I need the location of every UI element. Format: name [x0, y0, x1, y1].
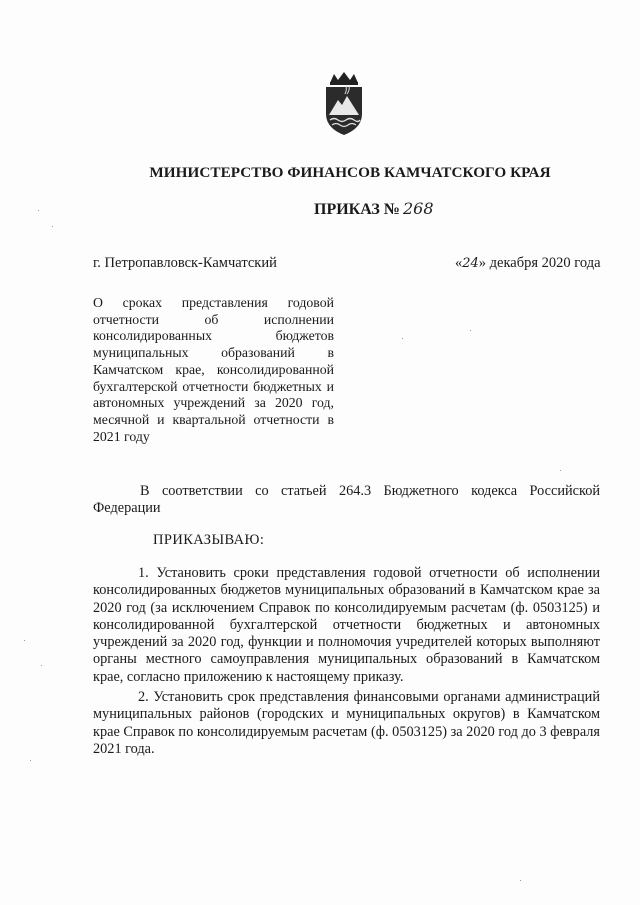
city-name: г. Петропавловск-Камчатский	[93, 255, 277, 271]
scan-speck	[560, 470, 561, 471]
scan-speck	[38, 210, 39, 211]
kamchatka-coat-of-arms-icon	[320, 70, 368, 138]
scan-speck	[520, 880, 521, 881]
order-item-2: 2. Установить срок представления финансовыми органами администраций муниципальных районов (городских и муниципальных округов) в Камчатском крае Справок по консолидируемым расчетам (ф. 0503125) за 2020 год до 3 февраля 2021 года.	[93, 689, 600, 757]
scan-speck	[470, 330, 471, 331]
order-title	[314, 199, 434, 219]
scan-speck	[24, 640, 25, 641]
date-open-quote: «	[455, 255, 463, 271]
date-rest: » декабря 2020 года	[478, 255, 601, 271]
scan-speck	[30, 760, 31, 761]
order-subject: О сроках представления годовой отчетности об исполнении консолидированных бюджетов муниципальных образований в Камчатском крае, консолидированной бухгалтерской отчетности бюджетных и автономных учреждений за 2020 год, месячной и квартальной отчетности в 2021 году	[93, 295, 334, 444]
legal-basis: В соответствии со статьей 264.3 Бюджетного кодекса Российской Федерации	[93, 483, 600, 516]
command-heading: ПРИКАЗЫВАЮ:	[153, 532, 265, 548]
order-date	[455, 255, 601, 272]
date-day: 24	[462, 256, 479, 271]
order-label: ПРИКАЗ №	[314, 201, 400, 218]
scan-speck	[402, 338, 403, 339]
scan-speck	[52, 226, 53, 227]
scan-speck	[41, 665, 42, 666]
ministry-title: МИНИСТЕРСТВО ФИНАНСОВ КАМЧАТСКОГО КРАЯ	[149, 164, 551, 181]
order-number: 268	[402, 199, 434, 218]
order-item-1: 1. Установить сроки представления годовой отчетности об исполнении консолидированных бюджетов муниципальных образований в Камчатском крае за 2020 год (за исключением Справок по консолидируемым расчетам (ф. 0503125) и консолидированной бухгалтерской отчетности бюджетных и автономных учреждений за 2020 год, функции и полномочия учредителей которых выполняют органы местного самоуправления муниципальных образований в Камчатском крае, согласно приложению к настоящему приказу.	[93, 565, 600, 685]
